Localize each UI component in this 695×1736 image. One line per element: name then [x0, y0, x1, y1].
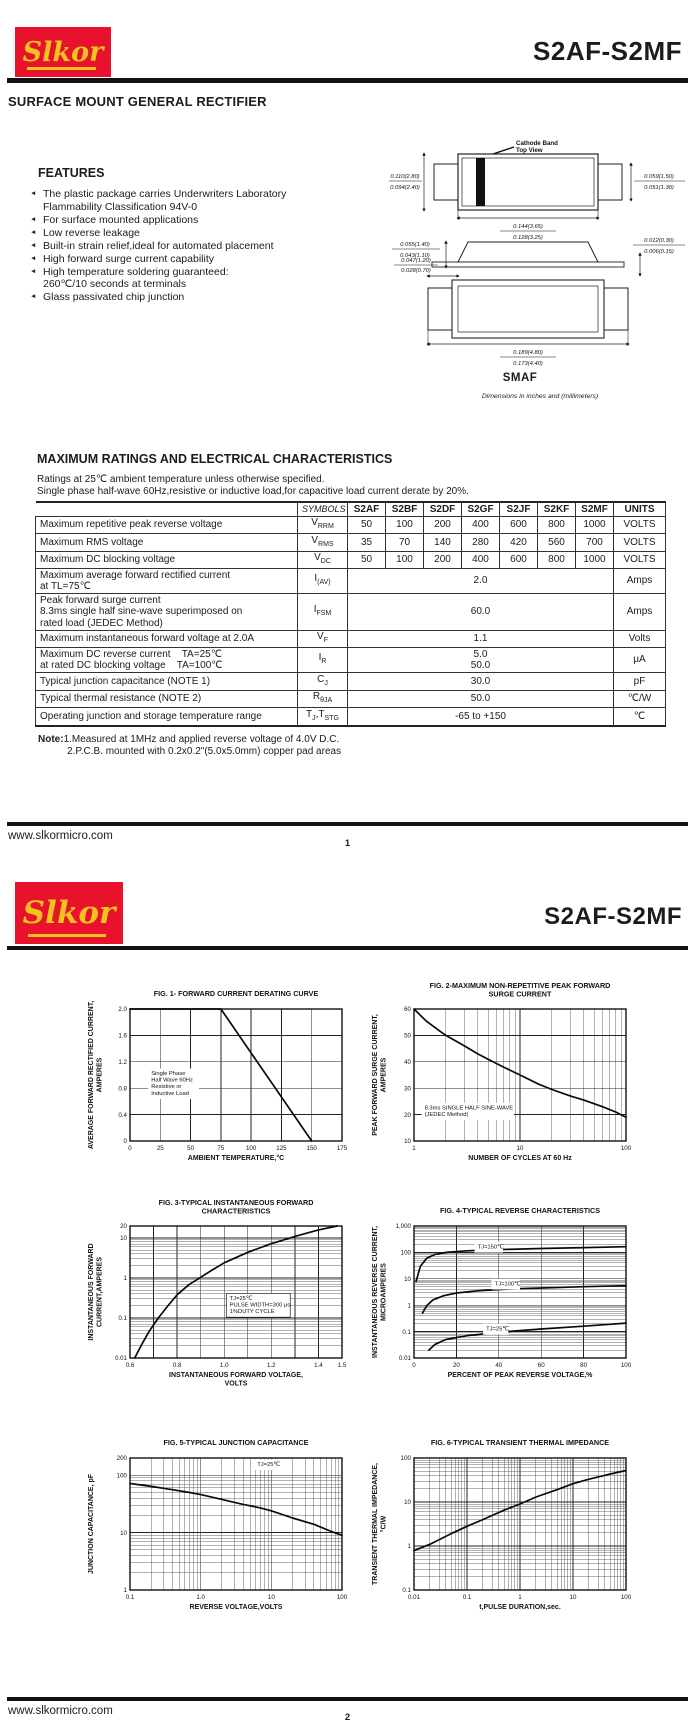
x-axis-title: INSTANTANEOUS FORWARD VOLTAGE,: [169, 1372, 303, 1379]
annotation-text: Single Phase: [151, 1071, 186, 1077]
unit-cell: Amps: [614, 569, 666, 594]
value-cell: 60.0: [348, 594, 614, 631]
dim-body-width-max: 0.144(3.65): [513, 224, 543, 230]
model-header: S2MF: [576, 502, 614, 516]
symbol-cell: $V_{RRM}$: [298, 516, 348, 534]
x-tick-label: 0: [412, 1362, 416, 1369]
arrow-bullet-icon: ◄: [30, 190, 37, 197]
value-cell: 200: [424, 516, 462, 534]
x-axis-title: REVERSE VOLTAGE,VOLTS: [189, 1604, 283, 1611]
figure-title: FIG. 6-TYPICAL TRANSIENT THERMAL IMPEDANCE: [430, 1438, 610, 1447]
value-cell: 400: [462, 551, 500, 569]
value-cell: 400: [462, 516, 500, 534]
curve-TJ=100C: [423, 1286, 627, 1313]
left-pad: [428, 288, 454, 330]
unit-cell: ℃: [614, 708, 666, 726]
fig3: [84, 1196, 356, 1394]
dim-terminal-width-max: 0.059(1.50): [644, 174, 674, 180]
dim-body-height-max: 0.110(2.80): [390, 174, 420, 180]
fig2-plot: [368, 979, 640, 1177]
slkor-logo: [15, 27, 111, 77]
dim-pad-length-min: 0.028(0.70): [401, 268, 431, 274]
feature-item: [30, 291, 380, 304]
fig4-plot: [368, 1196, 640, 1394]
figure-title: FIG. 1- FORWARD CURRENT DERATING CURVE: [153, 989, 319, 998]
parameter-cell: Typical thermal resistance (NOTE 2): [36, 690, 298, 708]
feature-text: High forward surge current capability: [43, 252, 214, 265]
x-tick-label: 60: [537, 1362, 545, 1369]
feature-item: [30, 240, 380, 253]
curve-TJ=150C: [416, 1247, 626, 1282]
dim-body-width-min: 0.128(3.25): [513, 235, 543, 241]
curve-junction-capacitance: [130, 1484, 342, 1536]
x-tick-label: 100: [336, 1594, 348, 1601]
slkor-logo-text-page2: Slkor: [22, 894, 116, 931]
unit-cell: Volts: [614, 630, 666, 648]
parameter-cell: Maximum RMS voltage: [36, 534, 298, 552]
parameter-cell: Typical junction capacitance (NOTE 1): [36, 673, 298, 691]
value-cell: 200: [424, 551, 462, 569]
y-axis-title: AMPERES: [380, 1057, 388, 1093]
annotation-text: TJ=25℃: [486, 1326, 509, 1333]
fig6-plot: [368, 1428, 640, 1626]
ratings-heading: MAXIMUM RATINGS AND ELECTRICAL CHARACTERISTICS: [37, 452, 393, 466]
figure-title: FIG. 4-TYPICAL REVERSE CHARACTERISTICS: [439, 1206, 601, 1215]
value-cell: 2.0: [348, 569, 614, 594]
annotation-text: TJ=150℃: [477, 1244, 504, 1251]
annotation-text: TJ=25℃: [257, 1461, 280, 1468]
value-cell: 280: [462, 534, 500, 552]
x-tick-label: 1: [412, 1145, 416, 1152]
footer-rule-page2: [7, 1697, 688, 1701]
symbol-cell: $I_{FSM}$: [298, 594, 348, 631]
value-cell: 800: [538, 516, 576, 534]
table-row: [36, 551, 666, 569]
lead-frame-side-view: [432, 262, 624, 267]
feature-item: [30, 188, 380, 213]
x-tick-label: 1.5: [337, 1362, 347, 1369]
note-2-text: 2.P.C.B. mounted with 0.2x0.2"(5.0x5.0mm) copper pad areas: [67, 745, 342, 757]
x-tick-label: 150: [306, 1145, 317, 1152]
x-tick-label: 10: [569, 1594, 577, 1601]
arrow-bullet-icon: ◄: [30, 215, 37, 223]
website-url-page2: www.slkormicro.com: [8, 1705, 113, 1717]
arrow-bullet-icon: ◄: [30, 241, 37, 249]
value-cell: 100: [386, 551, 424, 569]
units-header: UNITS: [614, 502, 666, 516]
x-tick-label: 1.4: [314, 1362, 323, 1369]
note-line-1: [38, 734, 665, 746]
y-tick-label: 40: [404, 1059, 411, 1066]
value-cell: -65 to +150: [348, 708, 614, 726]
y-tick-label: 0: [123, 1138, 127, 1146]
features-heading: FEATURES: [38, 166, 105, 180]
left-terminal: [434, 164, 458, 200]
value-cell: 800: [538, 551, 576, 569]
annotation-text: Half Wave 60Hz: [151, 1077, 193, 1084]
x-tick-label: 0.1: [125, 1594, 135, 1601]
x-tick-label: 0.01: [407, 1594, 421, 1601]
y-axis-title: MICROAMPERES: [380, 1263, 388, 1321]
figure-title: FIG. 2-MAXIMUM NON-REPETITIVE PEAK FORWARD: [429, 981, 611, 990]
model-header: S2BF: [386, 502, 424, 516]
product-heading: SURFACE MOUNT GENERAL RECTIFIER: [8, 94, 267, 109]
y-axis-title: AMPERES: [96, 1057, 104, 1093]
feature-text: Built-in strain relief,ideal for automated placement: [43, 239, 274, 252]
table-row: [36, 594, 666, 631]
y-tick-label: 200: [116, 1455, 127, 1463]
model-header: S2KF: [538, 502, 576, 516]
x-tick-label: 1: [518, 1594, 522, 1601]
value-cell: 1000: [576, 516, 614, 534]
unit-cell: VOLTS: [614, 534, 666, 552]
model-header: S2JF: [500, 502, 538, 516]
y-axis-title: INSTANTANEOUS REVERSE CURRENT,: [372, 1226, 379, 1358]
page-number-2: 2: [344, 1712, 351, 1723]
curve-instantaneous-forward: [135, 1226, 338, 1358]
dim-pad-length-max: 0.047(1.20): [401, 258, 431, 264]
feature-item: [30, 227, 380, 240]
y-tick-label: 100: [400, 1249, 411, 1257]
y-tick-label: 50: [404, 1032, 411, 1040]
value-cell: 50.0: [348, 690, 614, 708]
feature-item: [30, 266, 380, 291]
unit-cell: VOLTS: [614, 551, 666, 569]
y-tick-label: 20: [404, 1111, 411, 1119]
annotation-text: TJ=100℃: [494, 1281, 521, 1288]
x-tick-label: 1.0: [219, 1362, 229, 1369]
table-row: [36, 516, 666, 534]
x-tick-label: 0.1: [462, 1594, 472, 1601]
y-tick-label: 100: [400, 1455, 411, 1463]
table-row: [36, 534, 666, 552]
symbol-cell: $C_J$: [298, 673, 348, 691]
figure-title: FIG. 5-TYPICAL JUNCTION CAPACITANCE: [163, 1438, 309, 1447]
figure-title: SURGE CURRENT: [488, 989, 552, 999]
gridlines: [414, 1226, 626, 1358]
fig5-plot: [84, 1428, 356, 1626]
annotation-text: Inductive Load: [151, 1090, 189, 1097]
x-tick-label: 75: [217, 1145, 225, 1152]
value-cell: 140: [424, 534, 462, 552]
annotation-text: TJ=25℃: [229, 1295, 253, 1302]
value-cell: 600: [500, 551, 538, 569]
y-axis-title: TRANSIENT THERMAL IMPEDANCE,: [372, 1463, 379, 1585]
x-tick-label: 1.2: [267, 1362, 276, 1369]
y-axis-title: JUNCTION CAPACITANCE, pF: [88, 1473, 95, 1575]
x-axis-title: t,PULSE DURATION,sec.: [479, 1604, 561, 1611]
logo-underline-swoosh-page2: [28, 934, 106, 937]
value-cell: 50: [348, 516, 386, 534]
symbol-cell: $R_{\theta JA}$: [298, 690, 348, 708]
cathode-band-callout: Cathode Band: [516, 140, 558, 147]
ratings-table: [35, 501, 666, 727]
slkor-logo-text: Slkor: [22, 36, 104, 68]
x-tick-label: 10: [267, 1594, 275, 1601]
y-tick-label: 10: [120, 1529, 127, 1537]
value-cell: 600: [500, 516, 538, 534]
package-outline-drawing: [388, 138, 688, 370]
parameter-cell: Peak forward surge current 8.3ms single half sine-wave superimposed on rated load (JEDEC Method): [36, 594, 298, 631]
annotation-text: 8.3ms SINGLE HALF SINE-WAVE: [424, 1105, 514, 1112]
figure-title: CHARACTERISTICS: [201, 1206, 271, 1216]
fig2: [368, 979, 640, 1177]
package-name: SMAF: [502, 372, 538, 384]
y-axis-title: °C/W: [380, 1515, 388, 1533]
value-cell: 560: [538, 534, 576, 552]
y-tick-label: 10: [404, 1276, 411, 1283]
top-view-callout: Top View: [516, 147, 543, 154]
fig4: [368, 1196, 640, 1394]
value-cell: 5.0 50.0: [348, 648, 614, 673]
y-axis-title: INSTANTANEOUS FORWARD: [88, 1243, 95, 1341]
dimensions-caption: Dimensions in inches and (millimeters): [481, 393, 599, 400]
x-tick-label: 1.0: [196, 1594, 205, 1601]
y-tick-label: 100: [116, 1472, 127, 1480]
header-rule: [7, 78, 688, 83]
y-tick-label: 2.0: [118, 1006, 127, 1014]
arrow-bullet-icon: ◄: [30, 293, 37, 300]
x-tick-label: 175: [336, 1145, 348, 1152]
y-axis-title: AVERAGE FORWARD RECTIFIED CURRENT,: [88, 1000, 95, 1150]
feature-item: [30, 253, 380, 266]
y-axis-title: PEAK FORWARD SURGE CURRENT,: [372, 1014, 379, 1136]
model-header: S2DF: [424, 502, 462, 516]
feature-text: For surface mounted applications: [43, 213, 199, 226]
logo-underline-swoosh: [27, 67, 96, 70]
x-tick-label: 100: [620, 1145, 632, 1152]
cathode-band: [476, 158, 485, 206]
note-label: Note:: [38, 733, 64, 745]
x-axis-title: NUMBER OF CYCLES AT 60 Hz: [468, 1155, 572, 1162]
model-header: S2AF: [348, 502, 386, 516]
annotation-text: (JEDEC Method): [424, 1111, 469, 1118]
arrow-bullet-icon: ◄: [30, 228, 37, 236]
value-cell: 35: [348, 534, 386, 552]
fig1-plot: [84, 979, 356, 1177]
parameter-cell: Maximum average forward rectified current at TL=75℃: [36, 569, 298, 594]
value-cell: 1000: [576, 551, 614, 569]
footer-rule-page1: [7, 822, 688, 826]
value-cell: 420: [500, 534, 538, 552]
y-axis-title: CURRENT,AMPERES: [96, 1256, 104, 1328]
symbol-cell: $I_R$: [298, 648, 348, 673]
y-tick-label: 0.8: [118, 1085, 127, 1093]
symbol-cell: $T_J,T_{STG}$: [298, 708, 348, 726]
symbols-header: SYMBOLS: [298, 502, 348, 516]
feature-item: [30, 214, 380, 227]
table-row: [36, 630, 666, 648]
dim-profile-height-min: 0.043(1.10): [400, 253, 430, 259]
x-tick-label: 125: [276, 1145, 287, 1152]
part-number-title: S2AF-S2MF: [533, 36, 682, 66]
table-row: [36, 648, 666, 673]
y-tick-label: 10: [404, 1138, 411, 1146]
y-tick-label: 60: [404, 1006, 411, 1014]
y-tick-label: 1: [407, 1543, 411, 1551]
table-row: [36, 569, 666, 594]
dim-overall-width-min: 0.173(4.40): [513, 361, 543, 367]
plot-frame: [130, 1226, 342, 1358]
x-tick-label: 100: [620, 1362, 632, 1369]
y-tick-label: 0.1: [402, 1587, 411, 1595]
symbol-cell: $V_F$: [298, 630, 348, 648]
feature-text: Low reverse leakage: [43, 226, 140, 239]
value-cell: 50: [348, 551, 386, 569]
symbol-cell: $V_{RMS}$: [298, 534, 348, 552]
body-bottom-view: [452, 280, 604, 338]
fig3-plot: [84, 1196, 356, 1394]
fig1: [84, 979, 356, 1177]
y-tick-label: 1.6: [118, 1032, 127, 1040]
value-cell: 30.0: [348, 673, 614, 691]
parameter-cell: Maximum DC blocking voltage: [36, 551, 298, 569]
x-tick-label: 40: [495, 1362, 503, 1369]
annotation-text: Resistive or: [151, 1084, 182, 1091]
slkor-logo-page2: [15, 882, 123, 944]
y-tick-label: 10: [404, 1499, 411, 1507]
x-tick-label: 100: [245, 1145, 257, 1152]
parameter-cell: Maximum instantaneous forward voltage at 2.0A: [36, 630, 298, 648]
x-tick-label: 20: [452, 1362, 460, 1369]
gridlines: [130, 1226, 342, 1358]
header-rule-page2: [7, 946, 688, 950]
annotation-text: PULSE WIDTH=300 μs: [229, 1302, 291, 1309]
unit-cell: pF: [614, 673, 666, 691]
parameter-cell: Maximum DC reverse current TA=25℃ at rated DC blocking voltage TA=100℃: [36, 648, 298, 673]
ratings-condition-2: Single phase half-wave 60Hz,resistive or inductive load,for capacitive load current derate by 20%.: [37, 486, 469, 497]
x-tick-label: 100: [620, 1594, 632, 1601]
dim-profile-height-max: 0.055(1.40): [400, 242, 430, 248]
dim-terminal-width-min: 0.051(1.30): [644, 185, 674, 191]
x-tick-label: 25: [156, 1145, 164, 1152]
figure-title: FIG. 3-TYPICAL INSTANTANEOUS FORWARD: [158, 1198, 314, 1207]
y-tick-label: 1.2: [118, 1059, 127, 1066]
x-axis-title: VOLTS: [224, 1380, 248, 1388]
y-tick-label: 30: [404, 1085, 411, 1093]
unit-cell: μA: [614, 648, 666, 673]
symbol-cell: $I_{(AV)}$: [298, 569, 348, 594]
y-tick-label: 0.1: [118, 1315, 127, 1323]
value-cell: 1.1: [348, 630, 614, 648]
right-pad: [602, 288, 628, 330]
table-row: [36, 708, 666, 726]
x-axis-title: AMBIENT TEMPERATURE,°C: [187, 1155, 285, 1162]
parameter-cell: Maximum repetitive peak reverse voltage: [36, 516, 298, 534]
y-tick-label: 0.4: [118, 1111, 127, 1119]
y-tick-label: 1: [123, 1275, 127, 1283]
y-tick-label: 20: [120, 1223, 127, 1231]
feature-text: Glass passivated chip junction: [43, 291, 185, 303]
table-row: [36, 690, 666, 708]
y-tick-label: 0.1: [402, 1328, 411, 1336]
parameter-cell: Operating junction and storage temperature range: [36, 708, 298, 726]
x-tick-label: 0.6: [125, 1362, 135, 1369]
table-row: [36, 673, 666, 691]
value-cell: 700: [576, 534, 614, 552]
y-tick-label: 1: [123, 1587, 127, 1595]
dim-body-height-min: 0.094(2.40): [390, 185, 420, 191]
x-tick-label: 0: [128, 1145, 132, 1152]
y-tick-label: 1: [407, 1302, 411, 1310]
y-tick-label: 0.01: [398, 1355, 411, 1363]
value-cell: 70: [386, 534, 424, 552]
fig5: [84, 1428, 356, 1626]
ratings-condition-1: Ratings at 25℃ ambient temperature unless otherwise specified.: [37, 474, 325, 485]
y-tick-label: 10: [120, 1235, 127, 1243]
page-number-1: 1: [344, 838, 351, 849]
unit-cell: Amps: [614, 594, 666, 631]
right-terminal: [598, 164, 622, 200]
value-cell: 100: [386, 516, 424, 534]
x-tick-label: 50: [187, 1145, 195, 1152]
x-tick-label: 80: [580, 1362, 588, 1369]
feature-text: High temperature soldering guaranteed: 260℃/10 seconds at terminals: [43, 265, 229, 290]
features-list: [30, 188, 380, 304]
x-axis-title: PERCENT OF PEAK REVERSE VOLTAGE,%: [447, 1372, 593, 1379]
arrow-bullet-icon: ◄: [30, 267, 37, 275]
symbol-cell: $V_{DC}$: [298, 551, 348, 569]
fig6: [368, 1428, 640, 1626]
x-tick-label: 10: [516, 1145, 524, 1152]
x-tick-label: 0.8: [172, 1362, 182, 1369]
part-number-title-page2: S2AF-S2MF: [544, 903, 682, 930]
curve-TJ=25C: [429, 1323, 626, 1350]
annotation-text: 1%DUTY CYCLE: [229, 1309, 275, 1316]
feature-text: The plastic package carries Underwriters Laboratory Flammability Classification 94V-0: [43, 188, 287, 213]
unit-cell: ℃/W: [614, 690, 666, 708]
ratings-table-block: [35, 501, 665, 758]
dim-standoff-max: 0.012(0.30): [644, 238, 674, 244]
model-header: S2GF: [462, 502, 500, 516]
y-tick-label: 1,000: [395, 1223, 411, 1231]
arrow-bullet-icon: ◄: [30, 254, 37, 262]
y-tick-label: 0.01: [114, 1355, 127, 1363]
dim-standoff-min: 0.006(0.15): [644, 249, 674, 255]
website-url-page1: www.slkormicro.com: [8, 830, 113, 842]
table-header-row: [36, 502, 666, 516]
dim-overall-width-max: 0.189(4.80): [513, 350, 543, 356]
notes: [35, 734, 665, 758]
body-side-view: [458, 242, 598, 262]
unit-cell: VOLTS: [614, 516, 666, 534]
note-1-text: 1.Measured at 1MHz and applied reverse voltage of 4.0V D.C.: [63, 733, 340, 745]
plot-frame: [414, 1226, 626, 1358]
